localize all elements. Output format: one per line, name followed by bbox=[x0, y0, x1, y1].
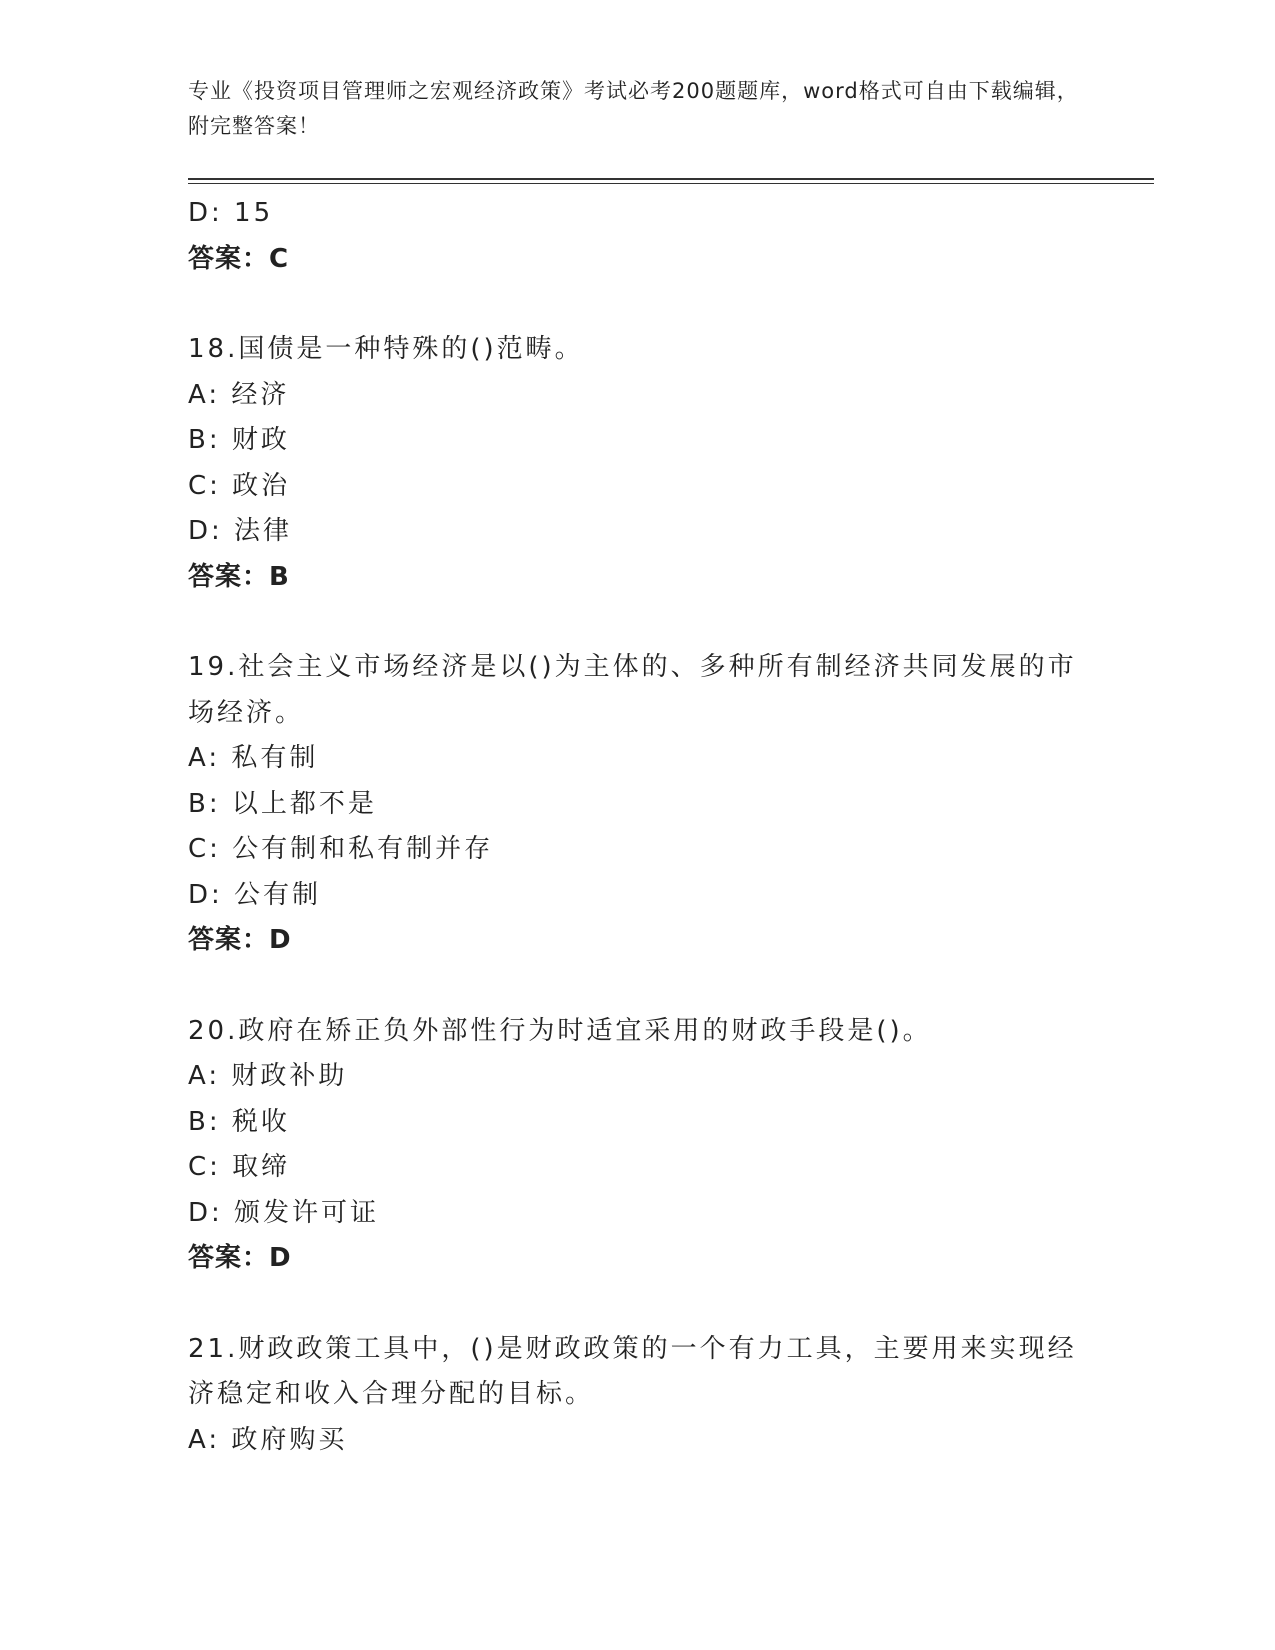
option-a: A: 经济 bbox=[188, 379, 290, 410]
option-d: D: 法律 bbox=[188, 516, 293, 546]
option-b: B: 税收 bbox=[188, 1106, 290, 1137]
spacer bbox=[188, 964, 1088, 1009]
option-a: A: 私有制 bbox=[188, 743, 319, 773]
option-b: B: 以上都不是 bbox=[188, 788, 377, 819]
question-19 bbox=[188, 645, 1088, 964]
spacer bbox=[188, 1282, 1088, 1327]
answer-line: 答案：D bbox=[188, 1243, 292, 1273]
option-c: C: 政治 bbox=[188, 470, 291, 501]
question-18 bbox=[188, 327, 1088, 600]
option-a: A: 政府购买 bbox=[188, 1424, 348, 1455]
answer-line: 答案：B bbox=[188, 561, 290, 592]
answer-line: 答案：D bbox=[188, 925, 292, 955]
question-20 bbox=[188, 1009, 1088, 1282]
spacer bbox=[188, 600, 1088, 645]
answer-line: 答案：C bbox=[188, 243, 290, 274]
question-text: 18.国债是一种特殊的()范畴。 bbox=[188, 334, 584, 364]
option-d: D: 颁发许可证 bbox=[188, 1197, 380, 1228]
question-21 bbox=[188, 1327, 1088, 1464]
document-body bbox=[188, 191, 1088, 1463]
spacer bbox=[188, 282, 1088, 327]
header-rule-thin bbox=[188, 183, 1154, 184]
option-c: C: 取缔 bbox=[188, 1152, 291, 1182]
question-text: 21.财政政策工具中，()是财政政策的一个有力工具，主要用来实现经济稳定和收入合理分配的目标。 bbox=[188, 1333, 1077, 1409]
option-c: C: 公有制和私有制并存 bbox=[188, 834, 494, 864]
option-d: D: 公有制 bbox=[188, 879, 322, 910]
option-a: A: 财政补助 bbox=[188, 1061, 348, 1091]
option-b: B: 财政 bbox=[188, 425, 290, 455]
option-d: D: 15 bbox=[188, 198, 274, 228]
question-text: 20.政府在矫正负外部性行为时适宜采用的财政手段是()。 bbox=[188, 1015, 932, 1046]
document-header: 专业《投资项目管理师之宏观经济政策》考试必考200题题库，word格式可自由下载编辑，附完整答案！ bbox=[188, 79, 1079, 138]
header-rule-thick bbox=[188, 178, 1154, 180]
question-text: 19.社会主义市场经济是以()为主体的、多种所有制经济共同发展的市场经济。 bbox=[188, 652, 1077, 728]
